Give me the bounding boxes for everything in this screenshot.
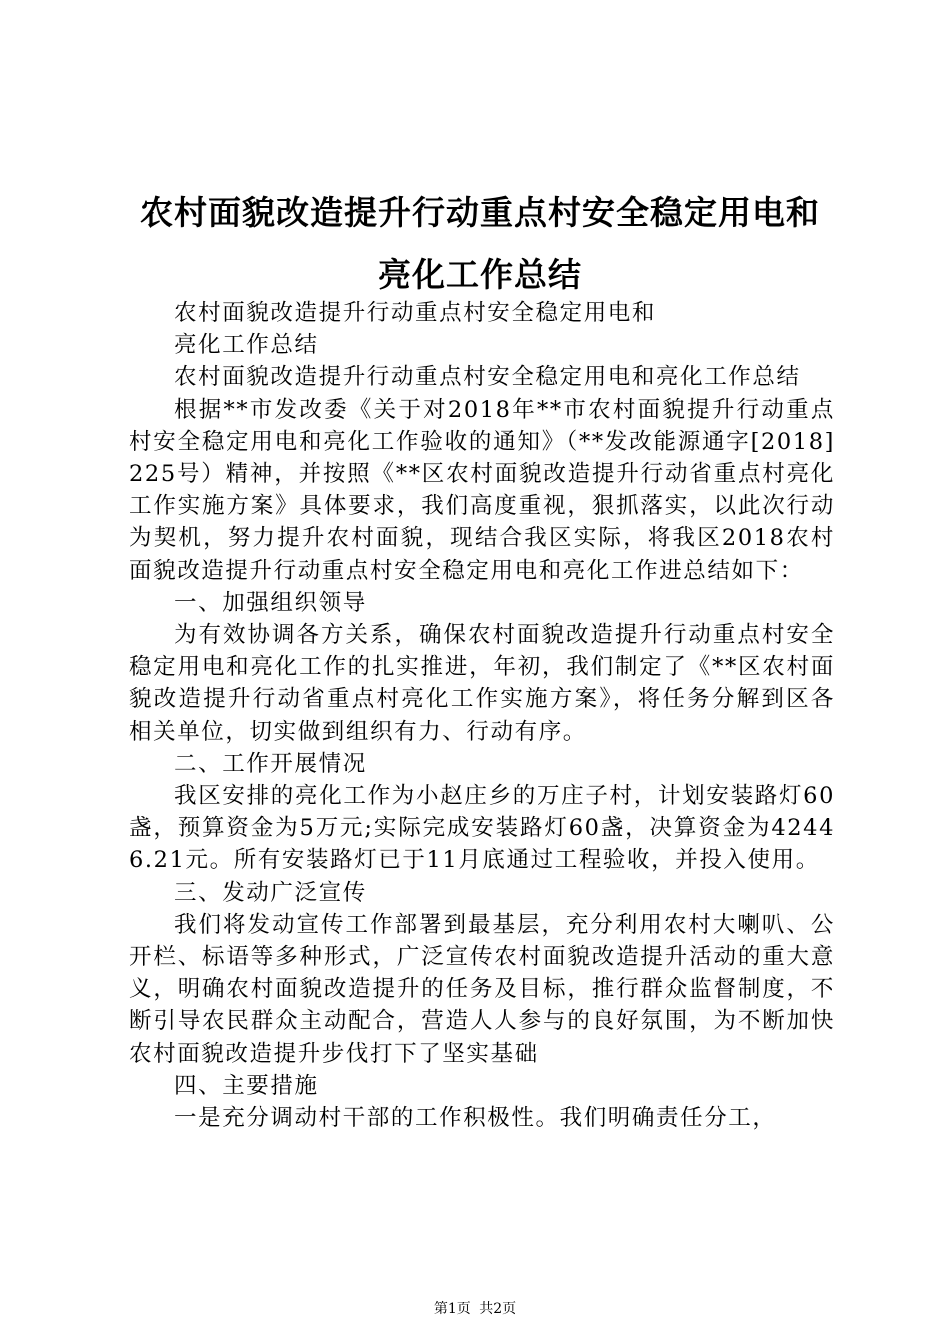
paragraph-subtitle-2: 亮化工作总结 <box>174 332 319 359</box>
document-body <box>129 297 835 1134</box>
paragraph-heading-repeat: 农村面貌改造提升行动重点村安全稳定用电和亮化工作总结 <box>174 364 801 391</box>
title-line-1: 农村面貌改造提升行动重点村安全稳定用电和 <box>140 193 820 232</box>
section-heading-4: 四、主要措施 <box>174 1072 319 1099</box>
paragraph-section-2: 我区安排的亮化工作为小赵庄乡的万庄子村，计划安装路灯60盏，预算资金为5万元;实际完成安装路灯60盏，决算资金为42446.21元。所有安装路灯已于11月底通过工程验收，并投入使用。 <box>129 783 835 874</box>
document-title <box>120 182 840 306</box>
section-heading-3: 三、发动广泛宣传 <box>174 879 367 906</box>
paragraph-section-1: 为有效协调各方关系，确保农村面貌改造提升行动重点村安全稳定用电和亮化工作的扎实推进，年初，我们制定了《**区农村面貌改造提升行动省重点村亮化工作实施方案》，将任务分解到区各相关单位，切实做到组织有力、行动有序。 <box>129 622 835 745</box>
paragraph-subtitle-1: 农村面貌改造提升行动重点村安全稳定用电和 <box>174 300 657 326</box>
section-heading-2: 二、工作开展情况 <box>174 750 367 777</box>
page-total: 共2页 <box>479 1301 517 1317</box>
paragraph-section-3: 我们将发动宣传工作部署到最基层，充分利用农村大喇叭、公开栏、标语等多种形式，广泛宣传农村面貌改造提升活动的重大意义，明确农村面貌改造提升的任务及目标，推行群众监督制度，不断引导农民群众主动配合，营造人人参与的良好氛围，为不断加快农村面貌改造提升步伐打下了坚实基础 <box>129 911 835 1067</box>
paragraph-section-4: 一是充分调动村干部的工作积极性。我们明确责任分工， <box>174 1105 777 1132</box>
section-heading-1: 一、加强组织领导 <box>174 589 367 616</box>
page-number: 第1页 <box>433 1301 471 1317</box>
page-footer <box>0 1300 950 1318</box>
paragraph-intro: 根据**市发改委《关于对2018年**市农村面貌提升行动重点村安全稳定用电和亮化工作验收的通知》（**发改能源通字[2018]225号）精神，并按照《**区农村面貌改造提升行动省重点村亮化工作实施方案》具体要求，我们高度重视，狠抓落实，以此次行动为契机，努力提升农村面貌，现结合我区实际，将我区2018农村面貌改造提升行动重点村安全稳定用电和亮化工作进总结如下： <box>129 396 835 584</box>
title-line-2: 亮化工作总结 <box>378 255 582 294</box>
